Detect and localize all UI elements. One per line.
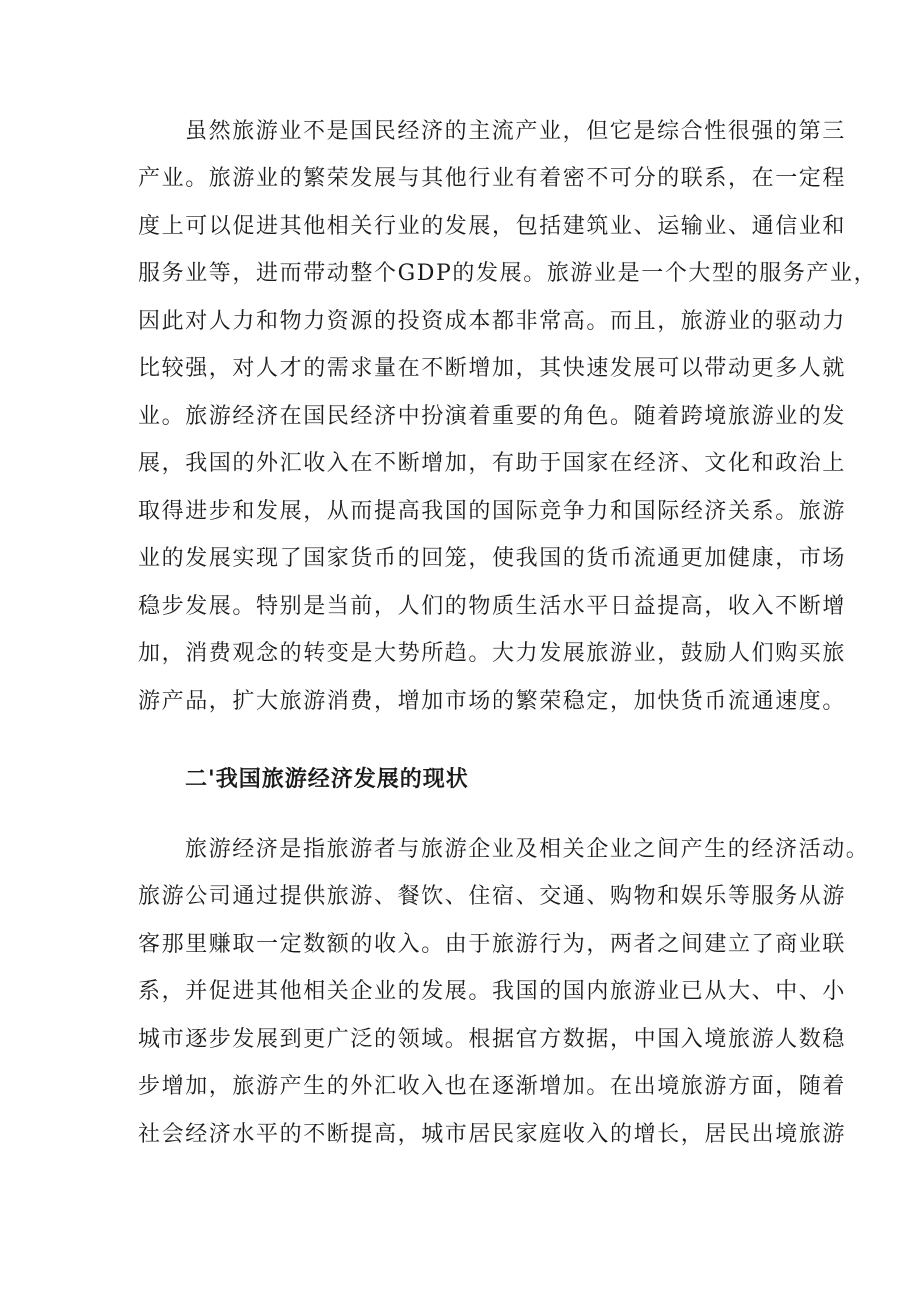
paragraph-1-line: 虽然旅游业不是国民经济的主流产业，但它是综合性很强的第三 (185, 119, 846, 144)
section-heading: 二'我国旅游经济发展的现状 (185, 767, 469, 792)
paragraph-2-line: 客那里赚取一定数额的收入。由于旅游行为，两者之间建立了商业联 (138, 932, 847, 957)
paragraph-1-line: 展，我国的外汇收入在不断增加，有助于国家在经济、文化和政治上 (138, 451, 847, 476)
paragraph-1-line: 取得进步和发展，从而提高我国的国际竞争力和国际经济关系。旅游 (138, 499, 847, 524)
paragraph-1-line: 服务业等，进而带动整个GDP的发展。旅游业是一个大型的服务产业， (138, 261, 878, 286)
paragraph-1-line: 稳步发展。特别是当前，人们的物质生活水平日益提高，收入不断增 (138, 594, 847, 619)
paragraph-1-line: 加，消费观念的转变是大势所趋。大力发展旅游业，鼓励人们购买旅 (138, 641, 847, 666)
paragraph-2-line: 系，并促进其他相关企业的发展。我国的国内旅游业已从大、中、小 (138, 979, 847, 1004)
paragraph-2-line: 旅游经济是指旅游者与旅游企业及相关企业之间产生的经济活动。 (185, 837, 870, 862)
paragraph-1-line: 业。旅游经济在国民经济中扮演着重要的角色。随着跨境旅游业的发 (138, 404, 847, 429)
paragraph-1-line: 因此对人力和物力资源的投资成本都非常高。而且，旅游业的驱动力 (138, 309, 847, 334)
paragraph-1-line: 度上可以促进其他相关行业的发展，包括建筑业、运输业、通信业和 (138, 214, 847, 239)
paragraph-1-line: 业的发展实现了国家货币的回笼，使我国的货币流通更加健康，市场 (138, 546, 847, 571)
paragraph-1-line: 产业。旅游业的繁荣发展与其他行业有着密不可分的联系，在一定程 (138, 166, 847, 191)
paragraph-1-line: 游产品，扩大旅游消费，增加市场的繁荣稳定，加快货币流通速度。 (138, 689, 847, 714)
paragraph-1-line: 比较强，对人才的需求量在不断增加，其快速发展可以带动更多人就 (138, 356, 847, 381)
paragraph-2-line: 步增加，旅游产生的外汇收入也在逐渐增加。在出境旅游方面，随着 (138, 1074, 847, 1099)
paragraph-2-line: 社会经济水平的不断提高，城市居民家庭收入的增长，居民出境旅游 (138, 1122, 847, 1147)
paragraph-2-line: 旅游公司通过提供旅游、餐饮、住宿、交通、购物和娱乐等服务从游 (138, 884, 847, 909)
paragraph-2-line: 城市逐步发展到更广泛的领域。根据官方数据，中国入境旅游人数稳 (138, 1027, 847, 1052)
